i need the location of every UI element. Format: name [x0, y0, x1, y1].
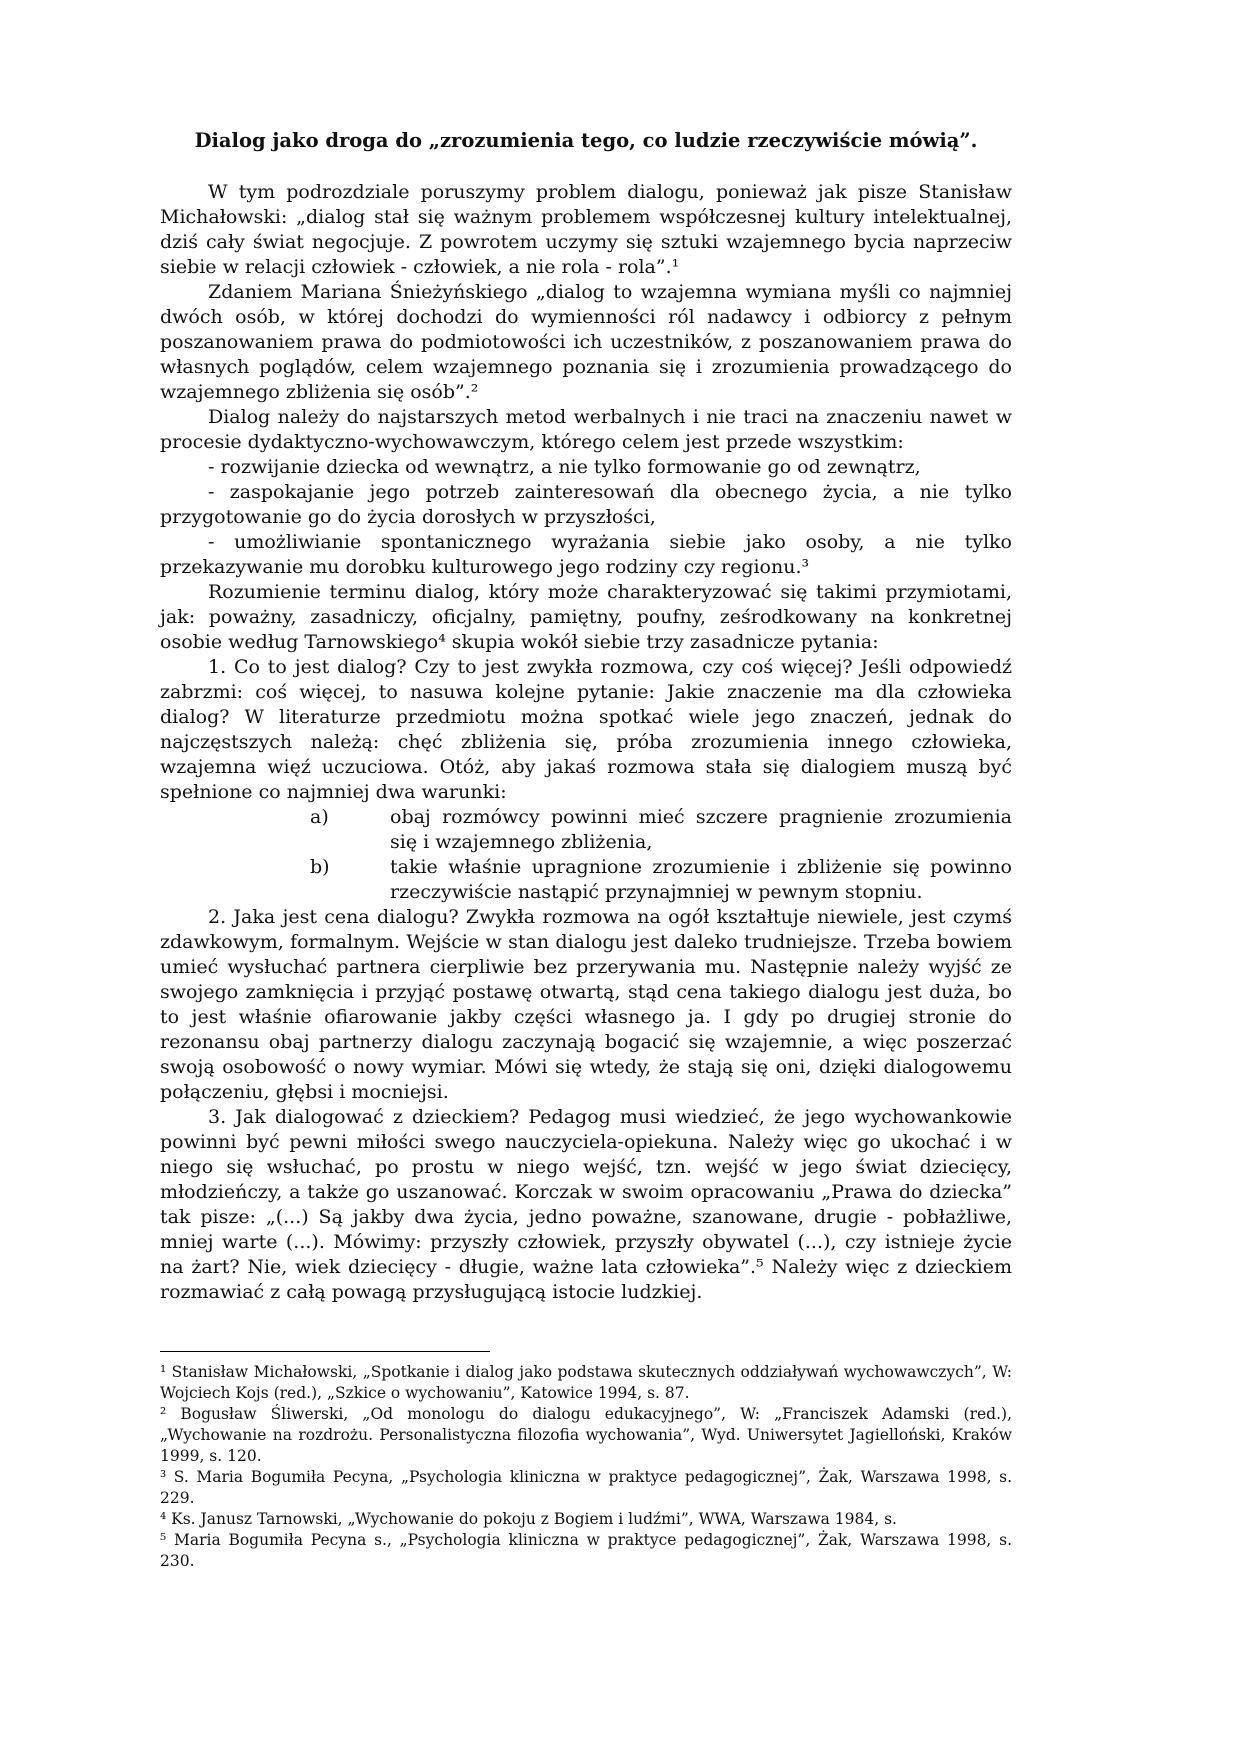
paragraph: - rozwijanie dziecka od wewnątrz, a nie tylko formowanie go od zewnątrz, [208, 456, 921, 478]
page-title: Dialog jako droga do „zrozumienia tego, co ludzie rzeczywiście mówią”. [194, 129, 978, 152]
paragraph: Dialog należy do najstarszych metod werbalnych i nie traci na znaczeniu nawet w procesie dydaktyczno-wychowawczym, którego celem jest przede wszystkim: [160, 406, 1012, 453]
paragraph: Zdaniem Mariana Śnieżyńskiego „dialog to wzajemna wymiana myśli co najmniej dwóch osób, w której dochodzi do wymienności ról nadawcy i odbiorcy z pełnym poszanowaniem prawa do podmiotowości ich uczestników, z poszanowaniem prawa do własnych poglądów, celem wzajemnego poznania się i zrozumienia prowadzącego do wzajemnego zbliżenia się osób”.² [160, 281, 1012, 403]
footnote: ⁵ Maria Bogumiła Pecyna s., „Psychologia kliniczna w praktyce pedagogicznej”, Żak, Warszawa 1998, s. 230. [160, 1531, 1012, 1570]
footnote: ² Bogusław Śliwerski, „Od monologu do dialogu edukacyjnego”, W: „Franciszek Adamski (red.), „Wychowanie na rozdrożu. Personalistyczna filozofia wychowania”, Wyd. Uniwersytet Jagielloński, Kraków 1999, s. 120. [160, 1405, 1012, 1465]
footnote-separator [160, 1351, 490, 1352]
footnote: ¹ Stanisław Michałowski, „Spotkanie i dialog jako podstawa skutecznych oddziaływań wychowawczych”, W: Wojciech Kojs (red.), „Szkice o wychowaniu”, Katowice 1994, s. 87. [160, 1363, 1012, 1402]
footnote: ³ S. Maria Bogumiła Pecyna, „Psychologia kliniczna w praktyce pedagogicznej”, Żak, Warszawa 1998, s. 229. [160, 1468, 1012, 1507]
list-item-text: obaj rozmówcy powinni mieć szczere pragnienie zrozumienia się i wzajemnego zbliżenia, [390, 806, 1012, 853]
list-item-b [160, 855, 1012, 905]
list-marker: b) [310, 856, 330, 878]
paragraph: - umożliwianie spontanicznego wyrażania siebie jako osoby, a nie tylko przekazywanie mu dorobku kulturowego jego rodziny czy regionu.³ [160, 531, 1012, 578]
paragraph: 2. Jaka jest cena dialogu? Zwykła rozmowa na ogół kształtuje niewiele, jest czymś zdawkowym, formalnym. Wejście w stan dialogu jest daleko trudniejsze. Trzeba bowiem umieć wysłuchać partnera cierpliwie bez przerywania mu. Następnie należy wyjść ze swojego zamknięcia i przyjąć postawę otwartą, stąd cena takiego dialogu jest duża, bo to jest właśnie ofiarowanie jakby części własnego ja. I gdy po drugiej stronie do rezonansu obaj partnerzy dialogu zaczynają bogacić się wzajemnie, a więc poszerzać swoją osobowość o nowy wymiar. Mówi się wtedy, że stają się oni, dzięki dialogowemu połączeniu, głębsi i mocniejsi. [160, 906, 1012, 1103]
paragraph: Rozumienie terminu dialog, który może charakteryzować się takimi przymiotami, jak: poważny, zasadniczy, oficjalny, pamiętny, poufny, ześrodkowany na konkretnej osobie według Tarnowskiego⁴ skupia wokół siebie trzy zasadnicze pytania: [160, 581, 1012, 653]
list-marker: a) [310, 806, 329, 828]
document-body [160, 180, 1012, 1305]
paragraph: - zaspokajanie jego potrzeb zainteresowań dla obecnego życia, a nie tylko przygotowanie go do życia dorosłych w przyszłości, [160, 481, 1012, 528]
footnotes-section [160, 1362, 1012, 1572]
paragraph: 3. Jak dialogować z dzieckiem? Pedagog musi wiedzieć, że jego wychowankowie powinni być pewni miłości swego nauczyciela-opiekuna. Należy więc go ukochać i w niego się wsłuchać, po prostu w niego wejść, tzn. wejść w jego świat dziecięcy, młodzieńczy, a także go uszanować. Korczak w swoim opracowaniu „Prawa do dziecka” tak pisze: „(...) Są jakby dwa życia, jedno poważne, szanowane, drugie - pobłażliwe, mniej warte (...). Mówimy: przyszły człowiek, przyszły obywatel (...), czy istnieje życie na żart? Nie, wiek dziecięcy - długie, ważne lata człowieka”.⁵ Należy więc z dzieckiem rozmawiać z całą powagą przysługującą istocie ludzkiej. [160, 1106, 1012, 1303]
paragraph: 1. Co to jest dialog? Czy to jest zwykła rozmowa, czy coś więcej? Jeśli odpowiedź zabrzmi: coś więcej, to nasuwa kolejne pytanie: Jakie znaczenie ma dla człowieka dialog? W literaturze przedmiotu można spotkać wiele jego znaczeń, jednak do najczęstszych należą: chęć zbliżenia się, próba zrozumienia innego człowieka, wzajemna więź uczuciowa. Otóż, aby jakaś rozmowa stała się dialogiem muszą być spełnione co najmniej dwa warunki: [160, 656, 1012, 803]
list-item-text: takie właśnie upragnione zrozumienie i zbliżenie się powinno rzeczywiście nastąpić przynajmniej w pewnym stopniu. [390, 856, 1012, 903]
footnote: ⁴ Ks. Janusz Tarnowski, „Wychowanie do pokoju z Bogiem i ludźmi”, WWA, Warszawa 1984, s. [160, 1510, 897, 1528]
list-item-a [160, 805, 1012, 855]
paragraph: W tym podrozdziale poruszymy problem dialogu, ponieważ jak pisze Stanisław Michałowski: „dialog stał się ważnym problemem współczesnej kultury intelektualnej, dziś cały świat negocjuje. Z powrotem uczymy się sztuki wzajemnego bycia naprzeciw siebie w relacji człowiek - człowiek, a nie rola - rola”.¹ [160, 181, 1012, 278]
